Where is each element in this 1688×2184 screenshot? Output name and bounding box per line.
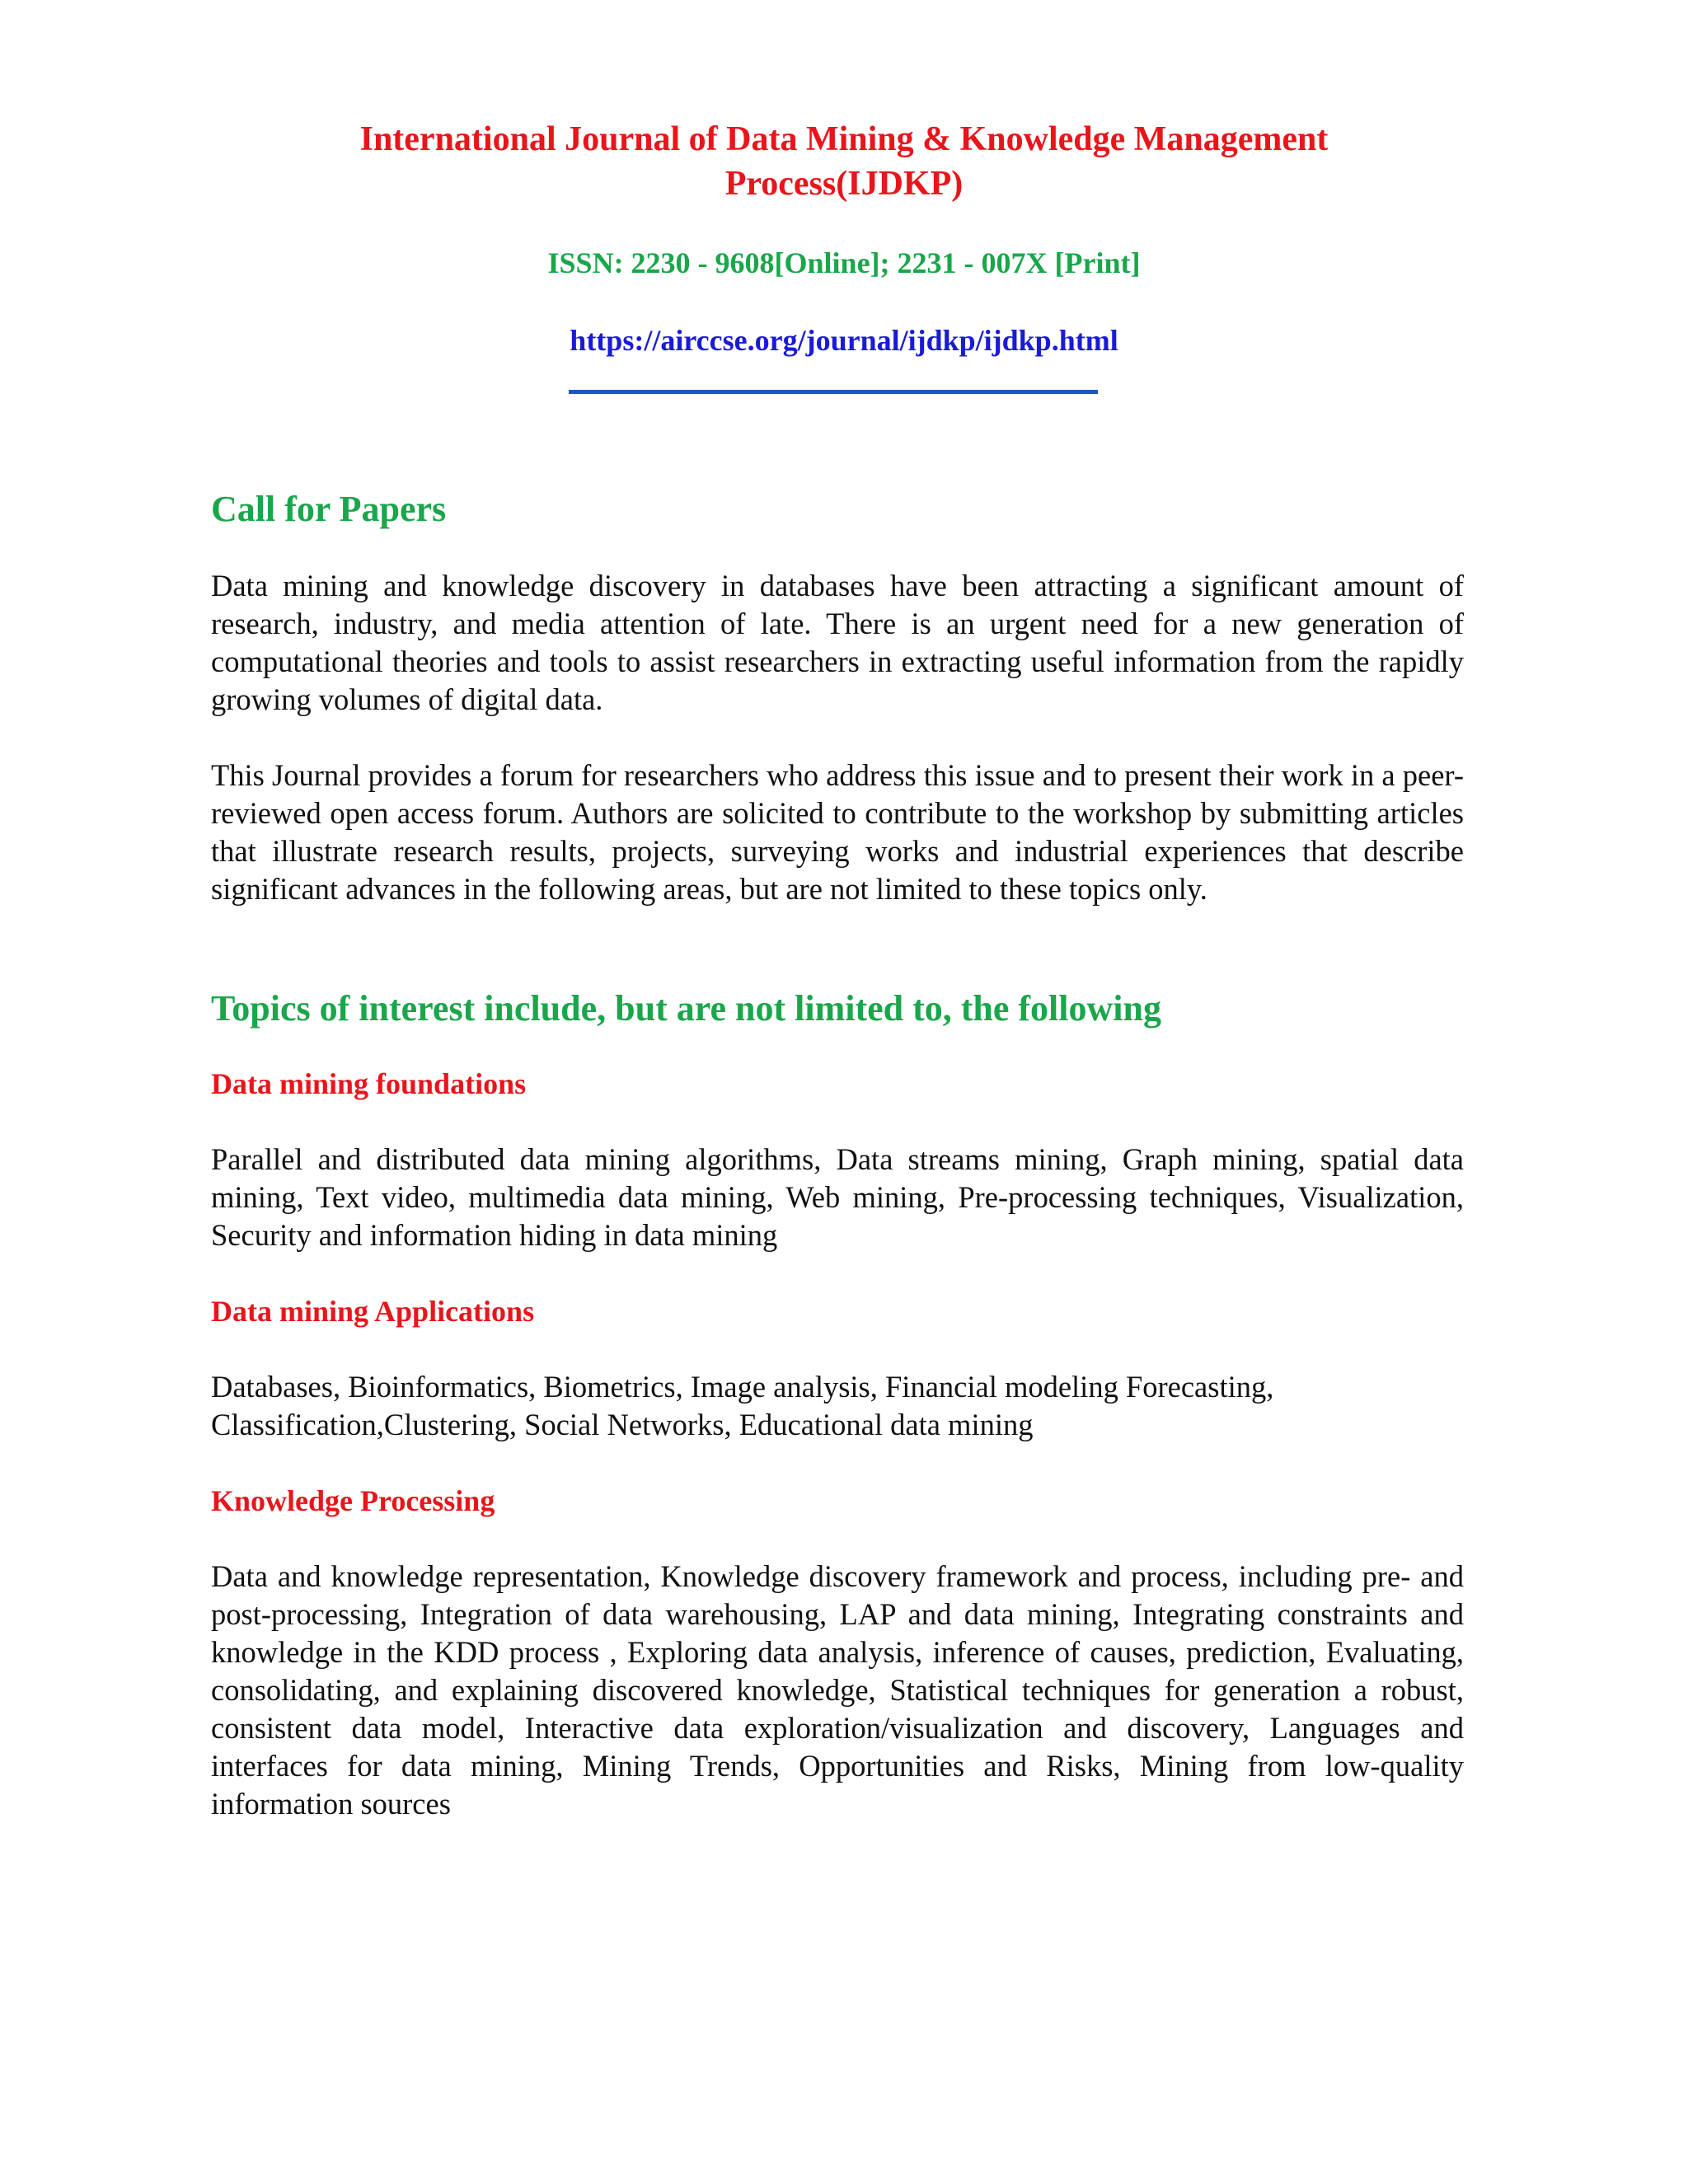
journal-title: International Journal of Data Mining & Knowledge Management Process(IJDKP) [359, 120, 1329, 203]
section-text-applications: Databases, Bioinformatics, Biometrics, Image analysis, Financial modeling Forecasting, Classification,Clustering, Social Networks, Educational data mining [211, 1370, 1274, 1441]
section-title-applications: Data mining Applications [211, 1295, 535, 1328]
section-title-foundations: Data mining foundations [211, 1067, 527, 1100]
issn-line: ISSN: 2230 - 9608[Online]; 2231 - 007X [Print] [547, 246, 1141, 279]
cfp-paragraph-2: This Journal provides a forum for researchers who address this issue and to present their work in a peer- reviewed open access forum. Authors are solicited to contribute to the workshop by submitting articles that illustrate research results, projects, surveying works and industrial experiences that describe significant advances in the following areas, but are not limited to these topics only. [211, 758, 1464, 906]
section-text-foundations: Parallel and distributed data mining algorithms, Data streams mining, Graph mining, spatial data mining, Text video, multimedia data mining, Web mining, Pre-processing techniques, Visualization, Security and information hiding in data mining [211, 1142, 1464, 1252]
journal-url-link[interactable]: https://airccse.org/journal/ijdkp/ijdkp.html [570, 324, 1118, 357]
header-divider [569, 390, 1098, 394]
cfp-paragraph-1: Data mining and knowledge discovery in databases have been attracting a significant amount of research, industry, and media attention of late. There is an urgent need for a new generation of computational theories and tools to assist researchers in extracting useful information from the rapidly growing volumes of digital data. [211, 569, 1464, 716]
call-for-papers-heading: Call for Papers [211, 489, 447, 529]
section-title-knowledge-processing: Knowledge Processing [211, 1484, 495, 1517]
topics-heading: Topics of interest include, but are not limited to, the following [211, 988, 1161, 1029]
section-text-knowledge-processing: Data and knowledge representation, Knowledge discovery framework and process, including pre- and post-processing, Integration of data warehousing, LAP and data mining, Integrating constraints and knowledge in the KDD process , Exploring data analysis, inference of causes, prediction, Evaluating, consolidating, and explaining discovered knowledge, Statistical techniques for generation a robust, consistent data model, Interactive data exploration/visualization and discovery, Languages and interfaces for data mining, Mining Trends, Opportunities and Risks, Mining from low-quality information sources [211, 1559, 1464, 1821]
